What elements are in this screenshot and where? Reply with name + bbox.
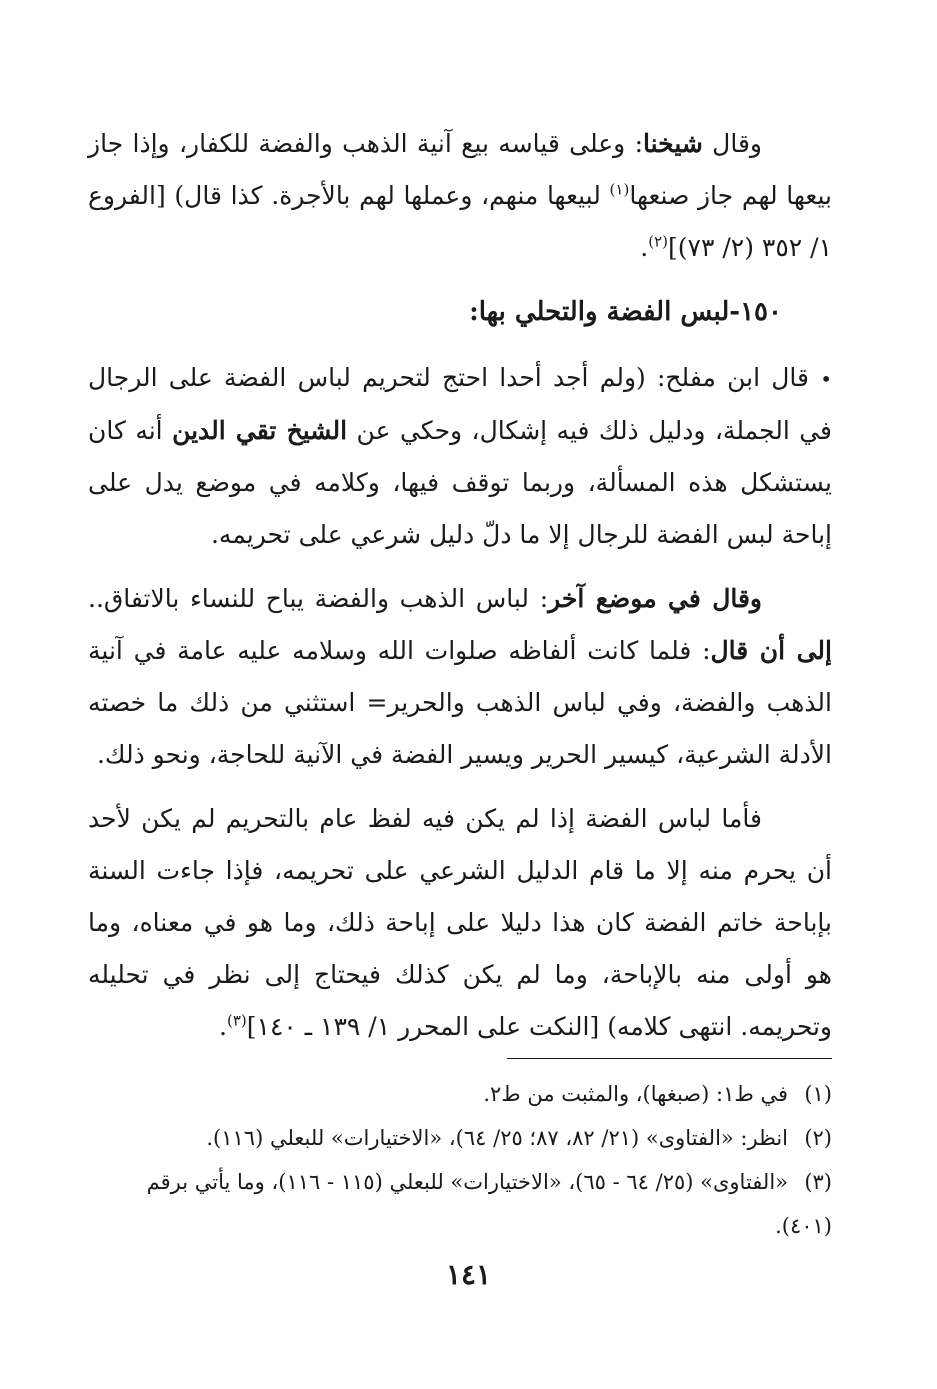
p2-bold: الشيخ تقي الدين: [172, 416, 348, 445]
paragraph-2: [88, 352, 832, 561]
p3-bold-a: وقال في موضع آخر: [548, 584, 762, 613]
p3-bold-b: إلى أن قال: [710, 636, 832, 665]
footnote-1: [88, 1072, 832, 1116]
section-heading: ١٥٠-لبس الفضة والتحلي بها:: [469, 297, 782, 327]
p3-text-b: : فلما كانت ألفاظه صلوات الله وسلامه عليه عامة في آنية الذهب والفضة، وفي لباس الذهب والحرير= استثني من ذلك ما خصته الأدلة الشرعية، كيسير الحرير ويسير الفضة في الآنية للحاجة، ونحو ذلك.: [88, 636, 832, 769]
p1-lead-bold: شيخنا: [643, 129, 703, 158]
footnote-text: «الفتاوى» (٢٥/ ٦٤ - ٦٥)، «الاختيارات» للبعلي (١١٥ - ١١٦)، وما يأتي برقم (٤٠١).: [146, 1170, 832, 1238]
main-text: [88, 118, 832, 1065]
p4-text: فأما لباس الفضة إذا لم يكن فيه لفظ عام بالتحريم لم يكن لأحد أن يحرم منه إلا ما قام الدليل الشرعي على تحريمه، فإذا جاءت السنة بإباحة خاتم الفضة كان هذا دليلا على إباحة ذلك، وما هو في معناه، وما هو أولى منه بالإباحة، وما لم يكن كذلك فيحتاج إلى نظر في تحليله وتحريمه. انتهى كلامه) [النكت على المحرر ١/ ١٣٩ ـ ١٤٠]: [88, 804, 832, 1041]
footnote-number: (١): [804, 1082, 832, 1106]
p1-lead: وقال: [702, 129, 762, 158]
paragraph-3: [88, 573, 832, 781]
footnote-ref-3[interactable]: (٣): [226, 1011, 247, 1030]
page-number: ١٤١: [445, 1258, 492, 1291]
p4-end: .: [219, 1012, 227, 1041]
p1-text-b: لبيعها منهم، وعملها لهم بالأجرة. كذا قال) [الفروع ١/ ٣٥٢ (٢/ ٧٣)]: [88, 181, 832, 262]
footnote-number: (٢): [804, 1126, 832, 1150]
footnote-3: [88, 1160, 832, 1248]
p2-text-b: أنه كان يستشكل هذه المسألة، وربما توقف فيها، وكلامه في موضع يدل على إباحة لبس الفضة للرجال إلا ما دلّ دليل شرعي على تحريمه.: [88, 416, 832, 549]
p1-end: .: [640, 233, 649, 262]
bullet-icon: •: [820, 367, 832, 391]
footnote-ref-1[interactable]: (١): [609, 180, 630, 199]
footnote-text: انظر: «الفتاوى» (٢١/ ٨٢، ٨٧؛ ٢٥/ ٦٤)، «الاختيارات» للبعلي (١١٦).: [206, 1126, 788, 1150]
footnotes: [88, 1072, 832, 1248]
footnote-text: في ط١: (صبغها)، والمثبت من ط٢.: [483, 1082, 788, 1106]
footnote-ref-2[interactable]: (٢): [648, 232, 668, 251]
paragraph-4: [88, 793, 832, 1053]
footnote-2: [88, 1116, 832, 1160]
footnote-number: (٣): [804, 1170, 832, 1194]
p3-text-a: : لباس الذهب والفضة يباح للنساء بالاتفاق..: [88, 584, 549, 613]
footnote-divider: [507, 1058, 832, 1059]
p2-text-a: قال ابن مفلح: (ولم أجد أحدا احتج لتحريم لباس الفضة على الرجال في الجملة، ودليل ذلك فيه إشكال، وحكي عن: [88, 363, 832, 445]
paragraph-1: [88, 118, 832, 274]
p1-text-a: : وعلى قياسه بيع آنية الذهب والفضة للكفار، وإذا جاز بيعها لهم جاز صنعها: [88, 129, 832, 210]
